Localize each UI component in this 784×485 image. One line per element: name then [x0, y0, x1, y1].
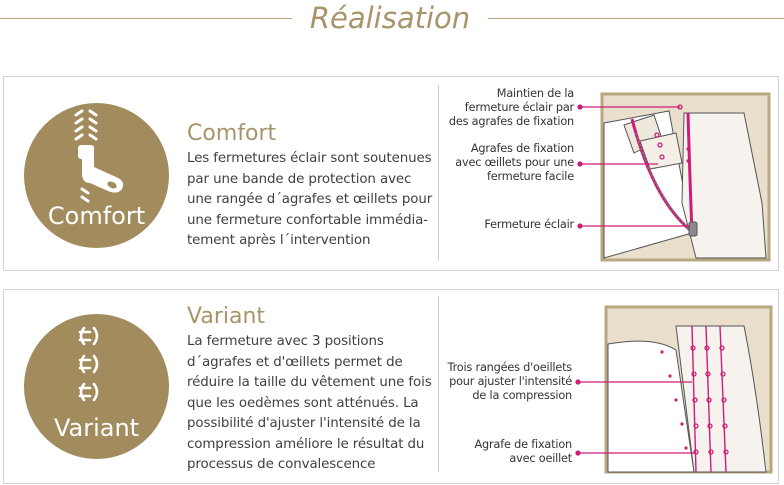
comfort-line: Les fermetures éclair sont soutenues: [187, 151, 432, 166]
comfort-card: [3, 76, 779, 271]
variant-line: possibilité d'ajuster l'intensité de la: [187, 416, 421, 431]
comfort-line: tement après l´intervention: [187, 233, 371, 248]
comfort-heading: Comfort: [187, 121, 277, 146]
variant-card: [3, 289, 779, 484]
hook-eye-illustration: [444, 296, 774, 478]
variant-heading: Variant: [187, 304, 266, 329]
zipper-illustration: [444, 83, 774, 265]
comfort-divider: [438, 85, 439, 261]
variant-line: que les oedèmes sont atténués. La: [187, 395, 419, 411]
comfort-line: une rangée d´agrafes et œillets pour: [187, 192, 433, 207]
variant-line: compression améliore le résultat du: [187, 436, 425, 452]
annotation-line: Agrafe de fixation: [474, 438, 572, 451]
annotation-line: de la compression: [472, 389, 572, 402]
annotation-line: des agrafes de fixation: [448, 115, 574, 128]
annotation-line: Fermeture éclair: [484, 218, 574, 231]
variant-divider: [438, 296, 439, 472]
annotation-line: avec oeillet: [509, 452, 572, 465]
header-rule-left: [0, 18, 292, 19]
variant-description: [187, 332, 435, 476]
page-header: [0, 0, 784, 40]
variant-line: réduire la taille du vêtement une fois: [187, 375, 432, 390]
annotation-line: fermeture éclair par: [464, 101, 574, 114]
page-title: Réalisation: [309, 1, 471, 35]
annotation-line: fermeture facile: [487, 170, 574, 183]
annotation-line: Maintien de la: [496, 87, 574, 100]
annotation-line: avec œillets pour une: [455, 156, 574, 169]
variant-line: d´agrafes et d'œillets permet de: [187, 354, 403, 370]
comfort-badge-label: Comfort: [47, 202, 146, 230]
header-rule-right: [488, 18, 784, 19]
variant-line: La fermeture avec 3 positions: [187, 334, 384, 349]
comfort-line: par une bande de protection avec: [187, 171, 412, 187]
comfort-badge: [24, 103, 169, 248]
annotation-line: pour ajuster l'intensité: [449, 375, 572, 388]
comfort-description: [187, 149, 435, 252]
variant-badge-label: Variant: [53, 414, 140, 442]
annotation-line: Trois rangées d'oeillets: [447, 361, 572, 374]
variant-badge: [24, 314, 169, 459]
variant-line: processus de convalescence: [187, 457, 376, 472]
annotation-line: Agrafes de fixation: [470, 142, 574, 155]
comfort-line: une fermeture confortable immédia-: [187, 212, 428, 228]
